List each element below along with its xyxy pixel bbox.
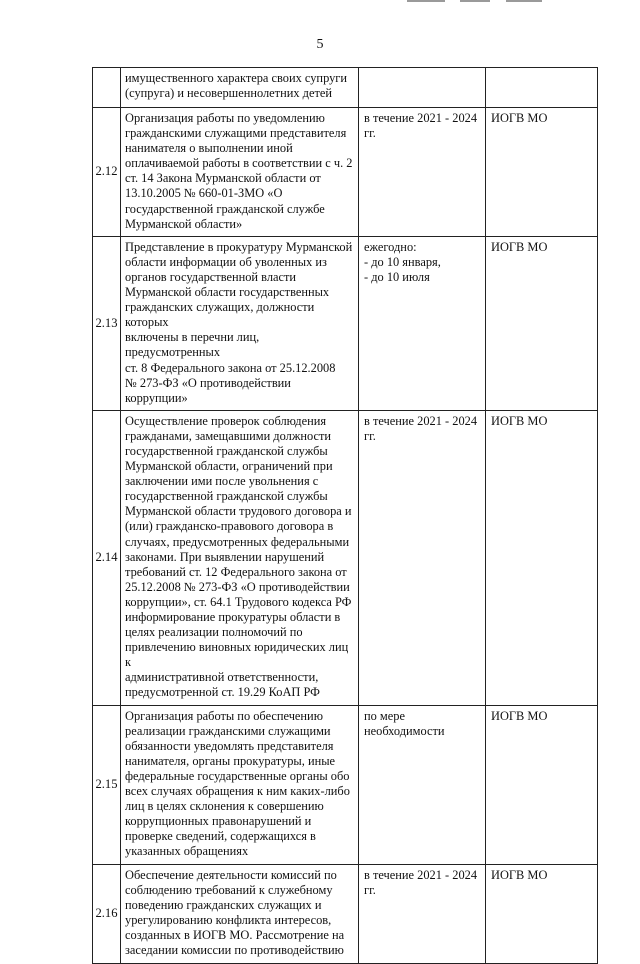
executor-cell [486, 705, 598, 864]
executor-text: ИОГВ МО [491, 867, 548, 882]
deadline-text: в течение 2021 - 2024 гг. [364, 111, 478, 141]
deadline-cell [359, 108, 486, 237]
executor-text: ИОГВ МО [491, 708, 548, 723]
row-number: 2.13 [95, 315, 118, 330]
executor-cell [486, 410, 598, 705]
deadline-cell [359, 864, 486, 963]
deadline-text: по мере необходимости [364, 708, 445, 738]
action-cell [121, 410, 359, 705]
row-number: 2.12 [95, 164, 118, 179]
action-text: Организация работы по уведомлению гражданскими служащими представителя нанимателя о выполнении иной оплачиваемой работы в соответствии с ч. 2 ст. 14 Закона Мурманской области от 13.10.2005 № 660-01-ЗМО «О государственной гражданской службе Мурманской области» [125, 111, 353, 231]
deadline-text: ежегодно: - до 10 января, - до 10 июля [364, 239, 441, 284]
row-number-cell [93, 68, 121, 108]
row-number: 2.14 [95, 550, 118, 565]
deadline-cell [359, 705, 486, 864]
executor-cell [486, 108, 598, 237]
action-cell [121, 864, 359, 963]
action-text: Организация работы по обеспечению реализации гражданскими служащими обязанности уведомлять представителя нанимателя, органы прокуратуры, иные федеральные государственные органы обо всех случаях обращения к ним каких-либо лиц в целях склонения к совершению коррупционных правонарушений и проверке сведений, содержащихся в указанных обращениях [125, 708, 350, 859]
row-number-cell [93, 864, 121, 963]
scan-top-marks [0, 0, 640, 6]
executor-cell [486, 236, 598, 410]
scan-mark [460, 0, 490, 2]
table-row [93, 68, 598, 108]
action-cell [121, 705, 359, 864]
row-number-cell [93, 236, 121, 410]
action-cell [121, 236, 359, 410]
executor-text: ИОГВ МО [491, 111, 548, 125]
table-row [93, 410, 598, 705]
action-plan-table [92, 67, 598, 964]
action-text: Обеспечение деятельности комиссий по соблюдению требований к служебному поведению гражданских служащих и урегулированию конфликта интересов, созданных в ИОГВ МО. Рассмотрение на заседании комиссии по противодействию [125, 867, 345, 957]
executor-cell [486, 68, 598, 108]
deadline-cell [359, 410, 486, 705]
action-cell [121, 68, 359, 108]
executor-cell [486, 864, 598, 963]
executor-text: ИОГВ МО [491, 413, 548, 428]
table-row [93, 705, 598, 864]
row-number: 2.15 [95, 776, 118, 791]
scan-mark [506, 0, 542, 2]
row-number-cell [93, 705, 121, 864]
row-number-cell [93, 410, 121, 705]
deadline-text: в течение 2021 - 2024 гг. [364, 413, 478, 443]
page-number: 5 [316, 37, 324, 52]
row-number: 2.16 [95, 905, 118, 920]
row-number-cell [93, 108, 121, 237]
scan-mark [407, 0, 445, 2]
deadline-text: в течение 2021 - 2024 гг. [364, 867, 478, 897]
deadline-cell [359, 68, 486, 108]
deadline-cell [359, 236, 486, 410]
action-text: Осуществление проверок соблюдения гражданами, замещавшими должности государственной гражданской службы Мурманской области, ограничений при заключении ими после увольнения с государственной гражданской службы Мурманской области трудового договора и (или) гражданско-правового договора в случаях, предусмотренных федеральными законами. При выявлении нарушений требований ст. 12 Федерального закона от 25.12.2008 № 273-ФЗ «О противодействии коррупции», ст. 64.1 Трудового кодекса РФ информирование прокуратуры области в целях реализации полномочий по привлечению виновных юридических лиц к административной ответственности, предусмотренной ст. 19.29 КоАП РФ [125, 413, 352, 700]
action-text: имущественного характера своих супруги (супруга) и несовершеннолетних детей [125, 71, 348, 101]
action-text: Представление в прокуратуру Мурманской области информации об уволенных из органов государственной власти Мурманской области государственных гражданских служащих, должности которых включены в перечни лиц, предусмотренных ст. 8 Федерального закона от 25.12.2008 № 273-ФЗ «О противодействии коррупции» [125, 239, 353, 405]
table-row [93, 236, 598, 410]
table-row [93, 864, 598, 963]
action-cell [121, 108, 359, 237]
table-row [93, 108, 598, 237]
executor-text: ИОГВ МО [491, 239, 548, 254]
